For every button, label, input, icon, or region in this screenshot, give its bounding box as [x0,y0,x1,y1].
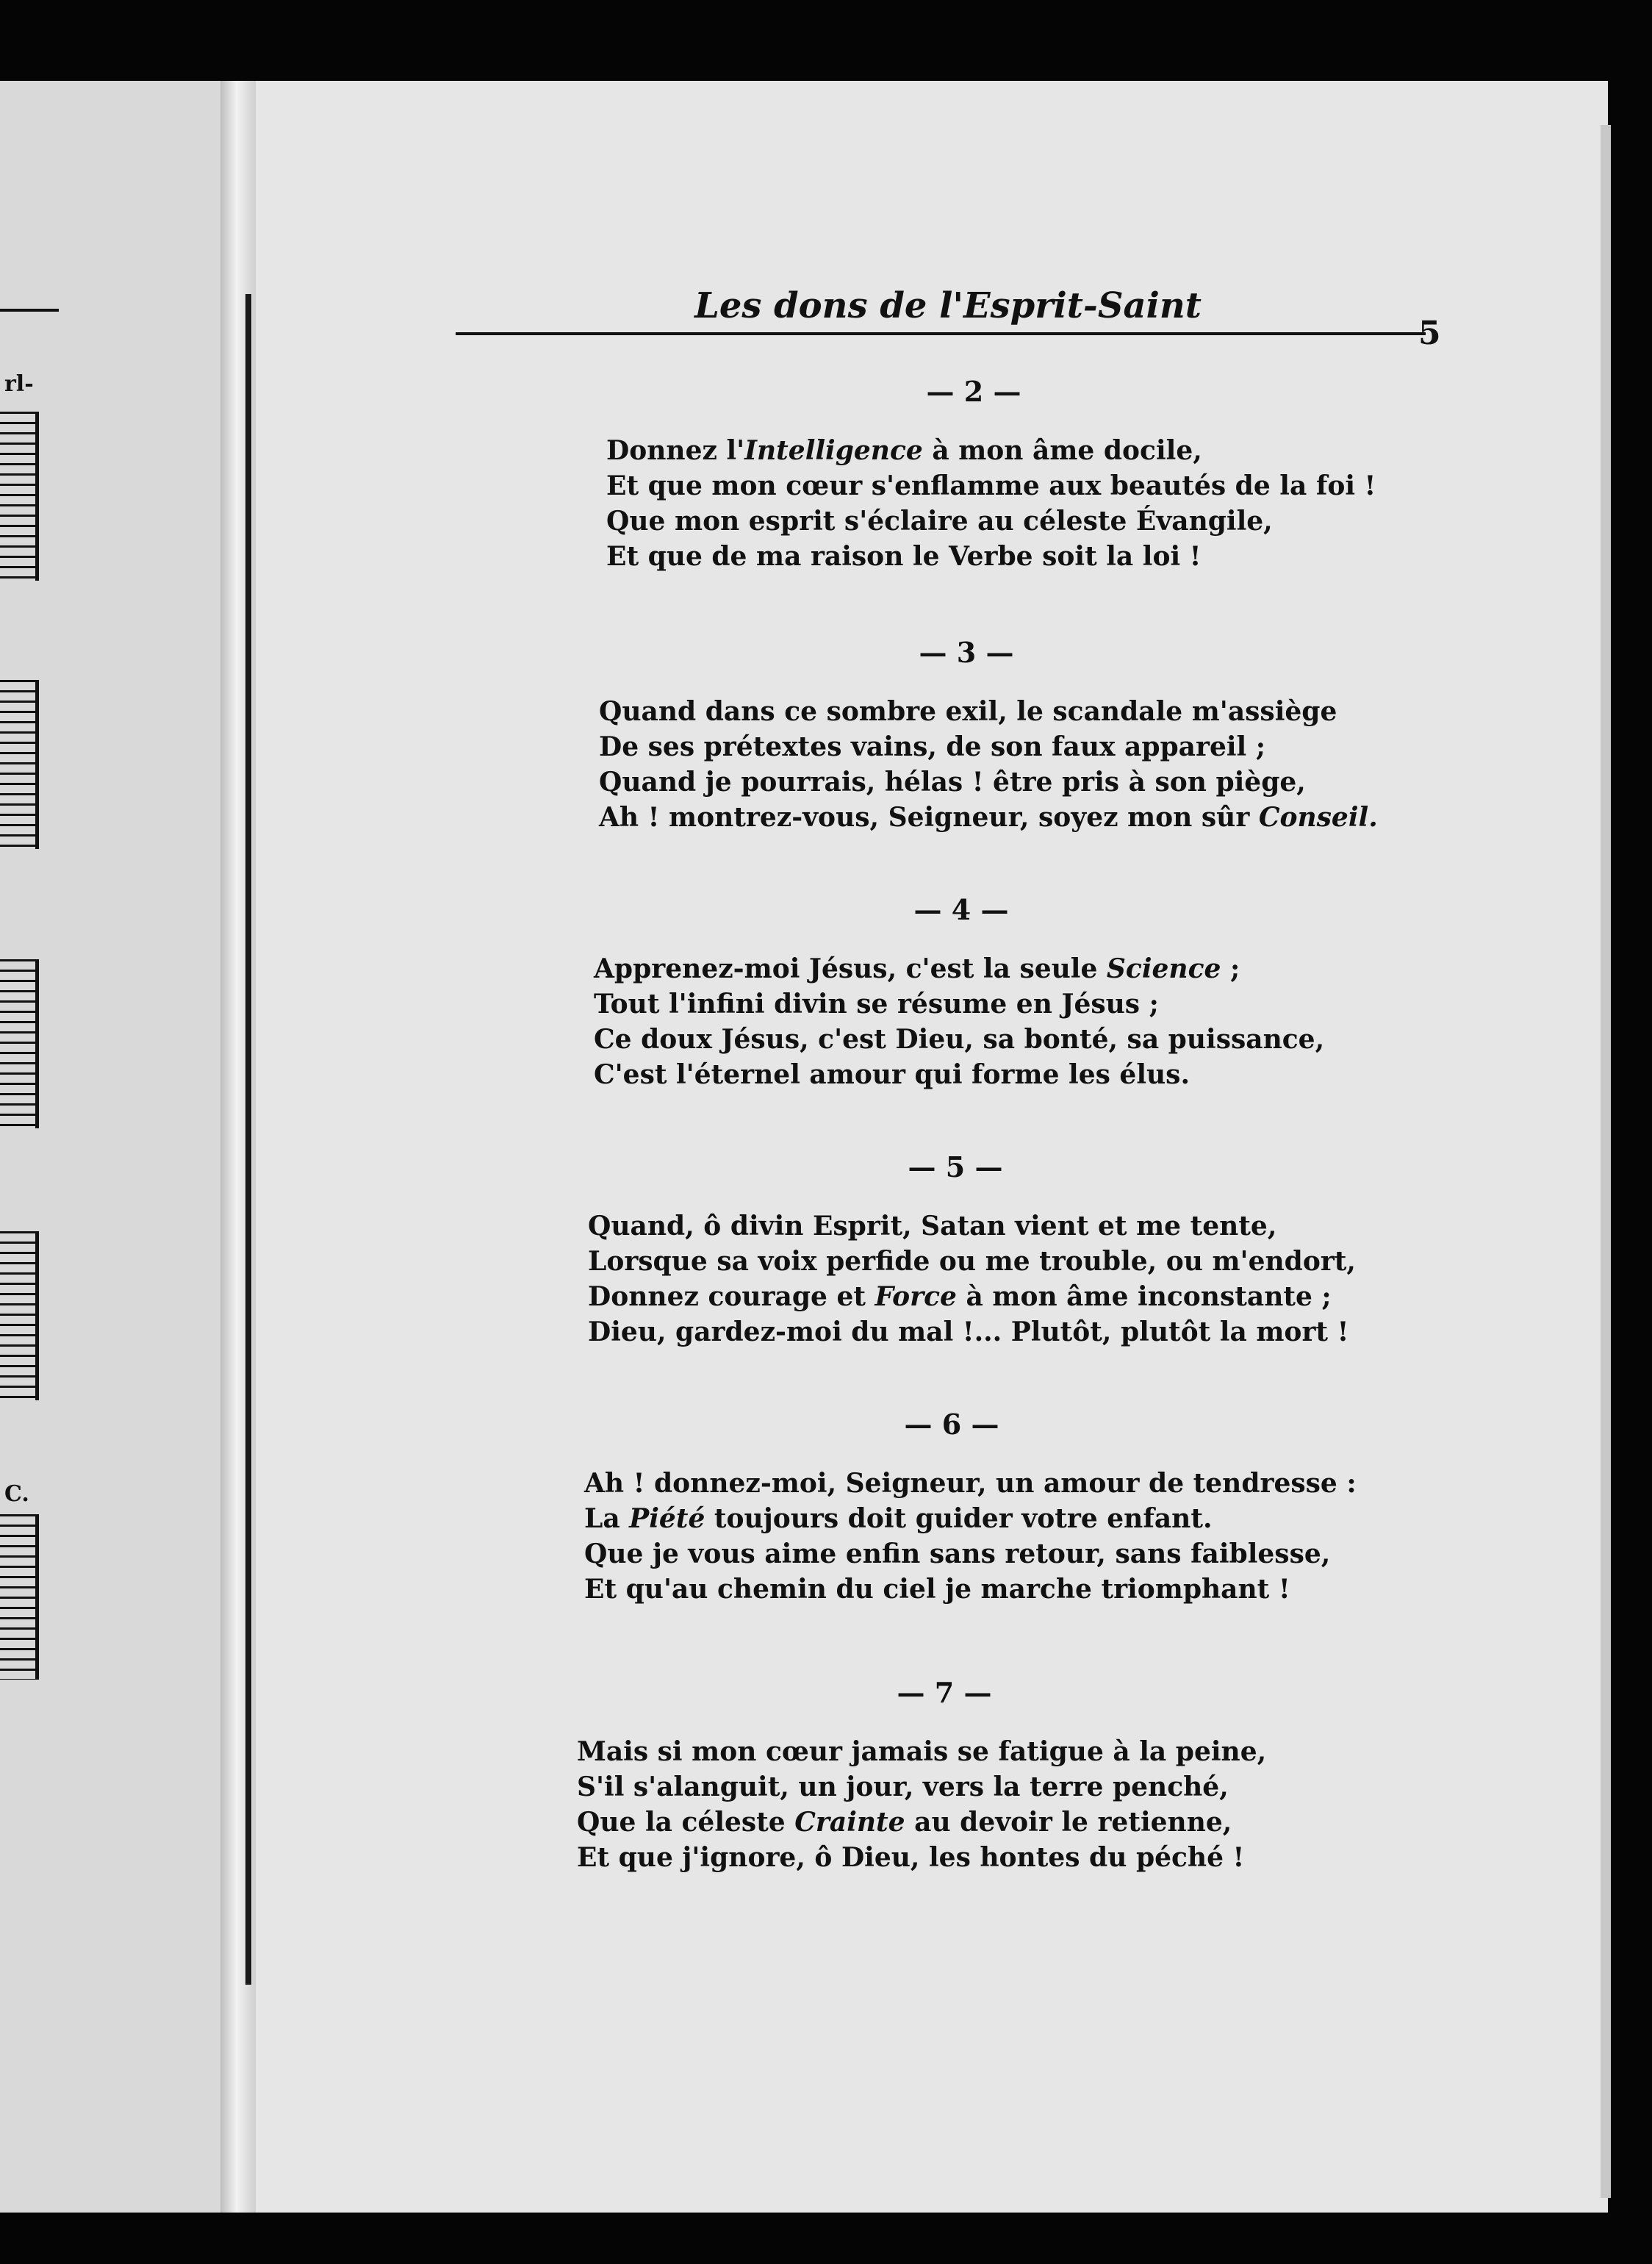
verse-text: Que mon esprit s'éclaire au céleste Évangile, [606,506,1273,537]
stanza [584,1408,1357,1607]
verse-emphasis: Intelligence [744,435,923,466]
verse-line [577,1840,1312,1875]
verse-emphasis: Crainte [794,1807,905,1838]
running-head: Les dons de l'Esprit-Saint [694,285,1202,326]
verse-text: Que je vous aime enfin sans retour, sans faiblesse, [584,1538,1331,1569]
verse-text: La [584,1503,630,1534]
verse-text: Donnez l' [606,435,745,466]
verse-line [594,1022,1329,1057]
left-page-text-fragment: C. [4,1481,29,1507]
verse-text: Quand, ô divin Esprit, Satan vient et me tente, [588,1211,1277,1242]
binding-thread [245,294,251,1985]
verse-line [584,1501,1319,1536]
verse-line [588,1314,1349,1350]
verse-text: ; [1221,953,1240,984]
left-page-text-fragment: rl- [4,371,34,397]
verse-text: Ah ! montrez-vous, Seigneur, soyez mon sûr [599,802,1259,833]
left-page-rule [0,309,59,312]
verse-text: C'est l'éternel amour qui forme les élus. [594,1059,1190,1090]
stanza-number: — 6 — [904,1408,999,1441]
verse-text: à mon âme docile, [922,435,1202,466]
verse-line [594,986,1329,1022]
verse-text: Que la céleste [577,1807,795,1838]
music-staff [0,1514,39,1680]
stanza [606,375,1376,574]
stanza [599,636,1378,835]
verse-emphasis: Science [1106,953,1221,984]
stanza-number: — 7 — [897,1676,992,1709]
verse-text: Ah ! donnez-moi, Seigneur, un amour de tendresse : [584,1468,1357,1499]
verse-text: Et que de ma raison le Verbe soit la loi ! [606,541,1202,572]
verse-text: Et que mon cœur s'enflamme aux beautés de la foi ! [606,470,1376,501]
verse-text: Et qu'au chemin du ciel je marche triomphant ! [584,1574,1290,1605]
stanza [577,1676,1312,1875]
verse-text: toujours doit guider votre enfant. [705,1503,1213,1534]
verse-line [588,1244,1356,1279]
verse-line [588,1279,1332,1314]
verse-text: Ce doux Jésus, c'est Dieu, sa bonté, sa puissance, [594,1024,1325,1055]
verse-text: S'il s'alanguit, un jour, vers la terre penché, [577,1772,1229,1802]
stanza-number: — 5 — [908,1150,1003,1183]
verse-line [577,1805,1312,1840]
left-page-fragment [0,81,243,2213]
stanza-number: — 3 — [919,636,1014,669]
verse-text: Lorsque sa voix perfide ou me trouble, ou m'endort, [588,1246,1356,1277]
verse-line [599,694,1337,729]
page-number: 5 [1418,315,1441,352]
music-staff [0,959,39,1128]
verse-line [584,1572,1319,1607]
verse-line [599,729,1334,764]
verse-line [577,1769,1312,1805]
verse-text: à mon âme inconstante ; [956,1281,1332,1312]
verse-line [606,504,1341,539]
verse-text: Et que j'ignore, ô Dieu, les hontes du péché ! [577,1842,1245,1873]
music-staff [0,412,39,581]
verse-emphasis: Conseil. [1258,802,1378,833]
running-head-rule [456,332,1426,335]
verse-emphasis: Piété [629,1503,705,1534]
verse-text: au devoir le retienne, [905,1807,1232,1838]
verse-line [606,539,1341,574]
verse-line [599,764,1334,800]
verse-emphasis: Force [875,1281,957,1312]
verse-text: Quand je pourrais, hélas ! être pris à son piège, [599,767,1306,798]
verse-text: Apprenez-moi Jésus, c'est la seule [594,953,1107,984]
verse-text: Donnez courage et [588,1281,875,1312]
verse-line [599,800,1378,835]
verse-line [606,468,1376,504]
verse-line [594,951,1329,986]
page-edge [1601,125,1611,2198]
verse-line [594,1057,1329,1092]
verse-line [588,1208,1323,1244]
stanza-number: — 2 — [926,375,1021,408]
verse-text: Dieu, gardez-moi du mal !... Plutôt, plutôt la mort ! [588,1317,1349,1347]
verse-text: Tout l'infini divin se résume en Jésus ; [594,989,1159,1020]
verse-line [577,1734,1312,1769]
verse-line [584,1466,1357,1501]
stanza [588,1150,1356,1350]
stanza [594,893,1329,1092]
music-staff [0,680,39,849]
stanza-number: — 4 — [913,893,1009,926]
verse-line [584,1536,1331,1572]
verse-text: Quand dans ce sombre exil, le scandale m'assiège [599,696,1337,727]
verse-text: De ses prétextes vains, de son faux appareil ; [599,731,1266,762]
verse-text: Mais si mon cœur jamais se fatigue à la peine, [577,1736,1267,1767]
music-staff [0,1231,39,1400]
verse-line [606,433,1341,468]
